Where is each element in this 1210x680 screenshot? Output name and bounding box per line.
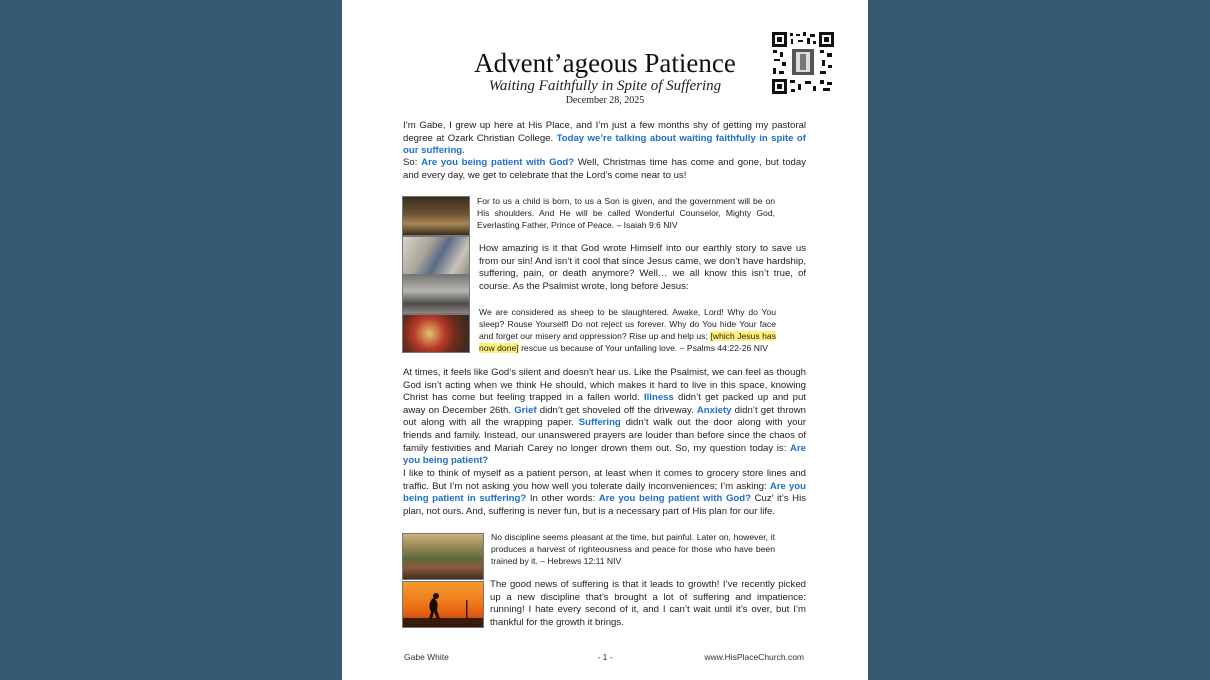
- keyword-illness: Illness: [643, 392, 674, 404]
- runner-silhouette-image: [402, 581, 484, 628]
- intro-highlight: Today we’re talking about waiting faithfully in spite of our suffering.: [403, 132, 806, 157]
- document-date: December 28, 2025: [565, 95, 645, 106]
- question-highlight: Are you being patient with God?: [598, 493, 751, 505]
- manger-image: [402, 196, 470, 236]
- paragraph-4: At times, it feels like God’s silent and doesn't hear us. Like the Psalmist, we can feel as though God isn’t acting when we think He should, which makes it hard to live in this space, knowing Christ has come but feeling trapped in a fallen world. Illness didn’t get packed up and put away on December 26th. Grief didn’t get shoveled off the driveway. Anxiety didn’t get thrown out along with all the wrapping paper. Suffering didn’t walk out the door along with your friends and family. Instead, our unanswered prayers are louder than before since the chaos of family festivities and Mariah Carey no longer drown them out. So, my question today is: Are you being patient?: [403, 367, 807, 467]
- footer-author: Gabe White: [404, 652, 449, 662]
- document-page: [342, 0, 868, 680]
- runner-silhouette-icon: [403, 582, 483, 627]
- paragraph-6: The good news of suffering is that it leads to growth! I’ve recently picked up a new discipline that’s brought a lot of suffering and impatience: running! I hate every second of it, and I can’t wait until it’s over, but I’m thankful for the growth it brings.: [490, 579, 806, 628]
- paragraph-5: I like to think of myself as a patient person, at least when it comes to grocery store lines and traffic. But I’m not asking you how well you tolerate daily inconveniences; I’m asking: Are you being patient in suffering? In other words: Are you being patient with God? Cuz’ it’s His plan, not ours. And, suffering is never fun, but is a necessary part of His plan for our life.: [403, 468, 806, 517]
- ruins-image: [402, 275, 470, 314]
- keyword-grief: Grief: [514, 404, 537, 416]
- question-highlight: Are you being patient in suffering?: [403, 480, 806, 505]
- isaiah-quote: For to us a child is born, to us a Son is given, and the government will be on His shoulders. And He will be called Wonderful Counselor, Mighty God, Everlasting Father, Prince of Peace. – Isaiah 9:6 NIV: [477, 196, 775, 230]
- question-highlight: Are you being patient with God?: [421, 157, 575, 168]
- intro-paragraph: I’m Gabe, I grew up here at His Place, and I’m just a few months shy of getting my pastoral degree at Ozark Christian College. Today we’re talking about waiting faithfully in spite of our suffering.: [403, 120, 806, 157]
- keyword-anxiety: Anxiety: [696, 404, 732, 416]
- psalms-quote: We are considered as sheep to be slaughtered. Awake, Lord! Why do You sleep? Rouse Yourself! Do not reject us forever. Why do You hide Your face and forget our misery and oppression? Rise up and help us; [which Jesus has now done] rescue us because of Your unfailing love. – Psalms 44:22-26 NIV: [479, 307, 776, 353]
- question-highlight: Are you being patient?: [403, 442, 806, 467]
- footer-page-number: - 1 -: [597, 652, 613, 662]
- grieving-woman-image: [402, 236, 470, 275]
- wrapping-paper-image: [402, 314, 470, 353]
- footer-website-link[interactable]: www.HisPlaceChurch.com: [704, 652, 804, 662]
- field-image: [402, 533, 484, 580]
- document-title: Advent’ageous Patience: [474, 48, 736, 78]
- keyword-suffering: Suffering: [578, 417, 621, 429]
- hebrews-quote: No discipline seems pleasant at the time, but painful. Later on, however, it produces a harvest of righteousness and peace for those who have been trained by it. – Hebrews 12:11 NIV: [491, 532, 775, 566]
- paragraph-3: How amazing is it that God wrote Himself into our earthly story to save us from our sin! And isn’t it cool that since Jesus came, we don’t have hardship, suffering, pain, or death anymore? Well… we all know this isn’t true, of course. As the Psalmist wrote, long before Jesus:: [479, 243, 806, 292]
- inline-highlight: [which Jesus has now done]: [479, 331, 776, 353]
- paragraph-2: So: Are you being patient with God? Well, Christmas time has come and gone, but today and every day, we get to celebrate that the Lord’s come near to us!: [403, 157, 806, 181]
- document-subtitle: Waiting Faithfully in Spite of Suffering: [488, 78, 722, 94]
